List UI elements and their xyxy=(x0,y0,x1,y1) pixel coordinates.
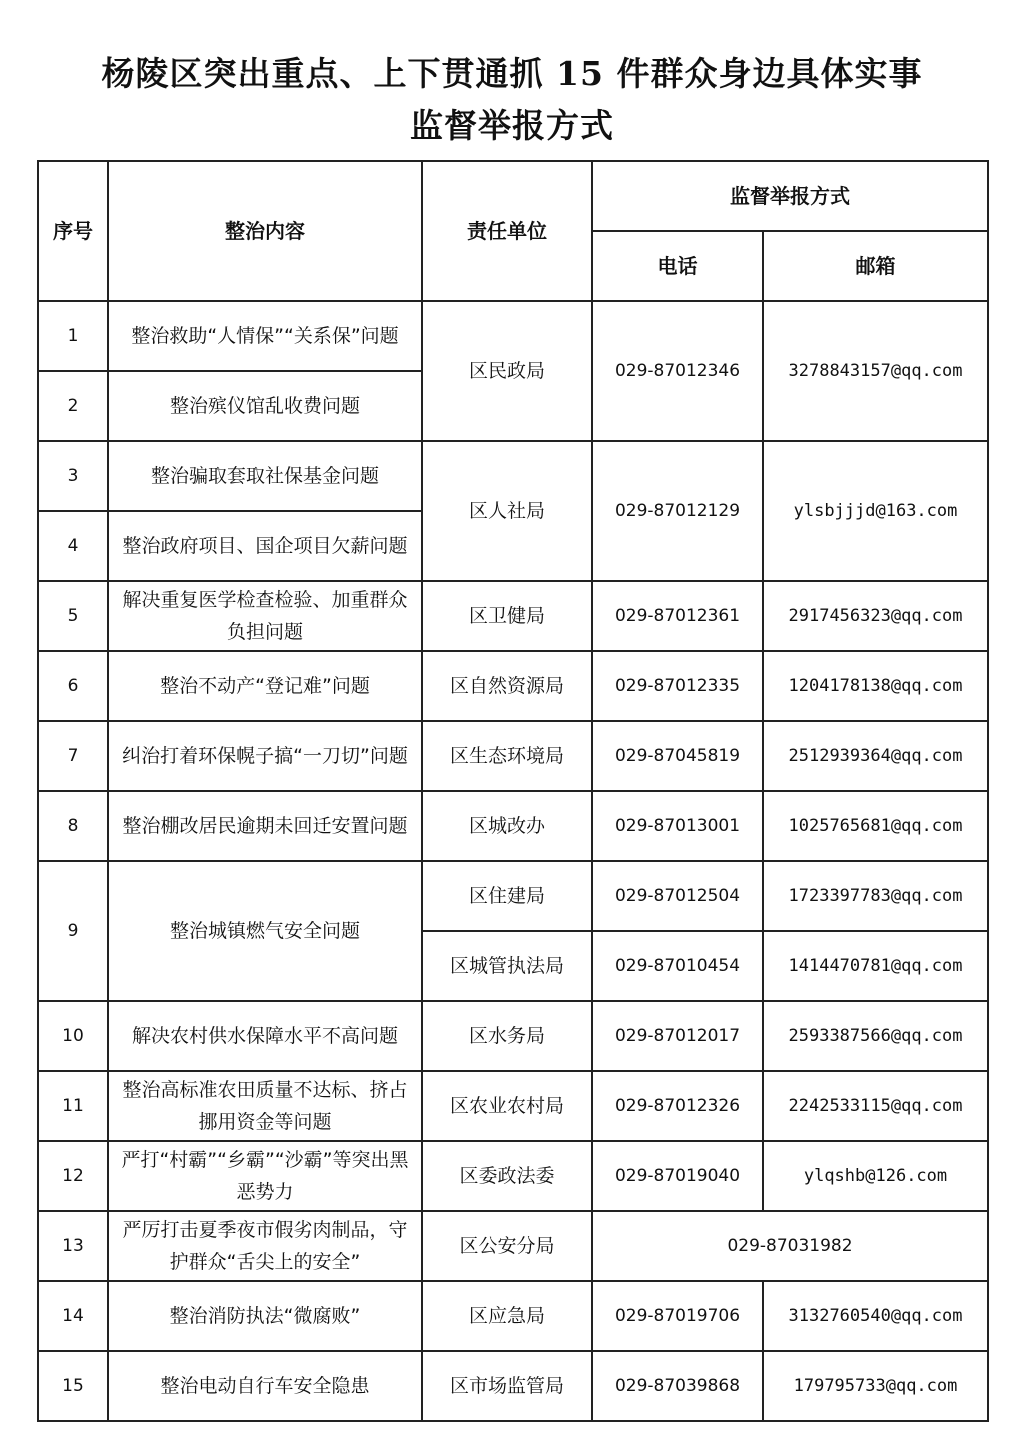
row-seq: 6 xyxy=(38,651,108,721)
table-row xyxy=(38,651,988,721)
row-unit: 区市场监管局 xyxy=(422,1351,592,1421)
row-unit: 区自然资源局 xyxy=(422,651,592,721)
row-seq: 4 xyxy=(38,511,108,581)
row-content: 解决农村供水保障水平不高问题 xyxy=(108,1001,422,1071)
row-phone: 029-87012335 xyxy=(592,651,763,721)
row-seq: 1 xyxy=(38,301,108,371)
row-email: 2512939364@qq.com xyxy=(763,721,988,791)
row-phone: 029-87010454 xyxy=(592,931,763,1001)
row-content: 整治电动自行车安全隐患 xyxy=(108,1351,422,1421)
row-email: 179795733@qq.com xyxy=(763,1351,988,1421)
row-content: 整治政府项目、国企项目欠薪问题 xyxy=(108,511,422,581)
row-content: 整治不动产“登记难”问题 xyxy=(108,651,422,721)
row-email: 1204178138@qq.com xyxy=(763,651,988,721)
header-phone: 电话 xyxy=(592,231,763,301)
row-phone: 029-87019040 xyxy=(592,1141,763,1211)
header-unit: 责任单位 xyxy=(422,161,592,301)
row-seq: 11 xyxy=(38,1071,108,1141)
row-unit: 区城管执法局 xyxy=(422,931,592,1001)
row-unit: 区委政法委 xyxy=(422,1141,592,1211)
row-seq: 10 xyxy=(38,1001,108,1071)
row-email: 3278843157@qq.com xyxy=(763,301,988,441)
row-phone: 029-87019706 xyxy=(592,1281,763,1351)
row-content: 整治救助“人情保”“关系保”问题 xyxy=(108,301,422,371)
row-unit: 区住建局 xyxy=(422,861,592,931)
document-title-line2: 监督举报方式 xyxy=(410,106,614,145)
table-header-row xyxy=(38,161,988,231)
row-unit: 区应急局 xyxy=(422,1281,592,1351)
row-email: 1414470781@qq.com xyxy=(763,931,988,1001)
row-unit: 区人社局 xyxy=(422,441,592,581)
report-table xyxy=(37,160,989,1422)
table-row xyxy=(38,441,988,511)
table-row xyxy=(38,1071,988,1141)
row-email: ylsbjjjd@163.com xyxy=(763,441,988,581)
row-email: 1025765681@qq.com xyxy=(763,791,988,861)
row-unit: 区民政局 xyxy=(422,301,592,441)
row-content: 纠治打着环保幌子搞“一刀切”问题 xyxy=(108,721,422,791)
table-row xyxy=(38,1281,988,1351)
row-phone: 029-87012346 xyxy=(592,301,763,441)
row-email: 2242533115@qq.com xyxy=(763,1071,988,1141)
header-method: 监督举报方式 xyxy=(592,161,988,231)
row-phone: 029-87039868 xyxy=(592,1351,763,1421)
row-seq: 15 xyxy=(38,1351,108,1421)
row-seq: 13 xyxy=(38,1211,108,1281)
row-content: 整治高标准农田质量不达标、挤占挪用资金等问题 xyxy=(108,1071,422,1141)
header-email: 邮箱 xyxy=(763,231,988,301)
table-row xyxy=(38,1211,988,1281)
table-row xyxy=(38,791,988,861)
row-content: 整治骗取套取社保基金问题 xyxy=(108,441,422,511)
row-seq: 5 xyxy=(38,581,108,651)
row-seq: 14 xyxy=(38,1281,108,1351)
table-row xyxy=(38,1001,988,1071)
row-content: 解决重复医学检查检验、加重群众负担问题 xyxy=(108,581,422,651)
row-unit: 区城改办 xyxy=(422,791,592,861)
row-content: 整治棚改居民逾期未回迁安置问题 xyxy=(108,791,422,861)
table-row xyxy=(38,301,988,371)
row-phone: 029-87012361 xyxy=(592,581,763,651)
row-email: 2917456323@qq.com xyxy=(763,581,988,651)
row-email: 1723397783@qq.com xyxy=(763,861,988,931)
row-email: 3132760540@qq.com xyxy=(763,1281,988,1351)
row-content: 严厉打击夏季夜市假劣肉制品，守护群众“舌尖上的安全” xyxy=(108,1211,422,1281)
row-phone: 029-87012129 xyxy=(592,441,763,581)
row-phone: 029-87012504 xyxy=(592,861,763,931)
row-content: 整治消防执法“微腐败” xyxy=(108,1281,422,1351)
row-unit: 区卫健局 xyxy=(422,581,592,651)
row-unit: 区农业农村局 xyxy=(422,1071,592,1141)
table-row xyxy=(38,1351,988,1421)
row-content: 整治殡仪馆乱收费问题 xyxy=(108,371,422,441)
row-phone: 029-87012326 xyxy=(592,1071,763,1141)
table-row xyxy=(38,581,988,651)
row-seq: 9 xyxy=(38,861,108,1001)
table-row xyxy=(38,721,988,791)
row-phone: 029-87045819 xyxy=(592,721,763,791)
row-phone: 029-87013001 xyxy=(592,791,763,861)
row-unit: 区公安分局 xyxy=(422,1211,592,1281)
header-content: 整治内容 xyxy=(108,161,422,301)
table-row xyxy=(38,861,988,931)
row-content: 严打“村霸”“乡霸”“沙霸”等突出黑恶势力 xyxy=(108,1141,422,1211)
row-phone: 029-87031982 xyxy=(592,1211,988,1281)
row-email: 2593387566@qq.com xyxy=(763,1001,988,1071)
row-seq: 8 xyxy=(38,791,108,861)
table-row xyxy=(38,1141,988,1211)
row-phone: 029-87012017 xyxy=(592,1001,763,1071)
document-title-line1: 杨陵区突出重点、上下贯通抓 15 件群众身边具体实事 xyxy=(101,54,923,93)
row-seq: 3 xyxy=(38,441,108,511)
row-seq: 2 xyxy=(38,371,108,441)
row-seq: 12 xyxy=(38,1141,108,1211)
row-email: ylqshb@126.com xyxy=(763,1141,988,1211)
row-unit: 区水务局 xyxy=(422,1001,592,1071)
row-content: 整治城镇燃气安全问题 xyxy=(108,861,422,1001)
row-seq: 7 xyxy=(38,721,108,791)
row-unit: 区生态环境局 xyxy=(422,721,592,791)
header-seq: 序号 xyxy=(38,161,108,301)
